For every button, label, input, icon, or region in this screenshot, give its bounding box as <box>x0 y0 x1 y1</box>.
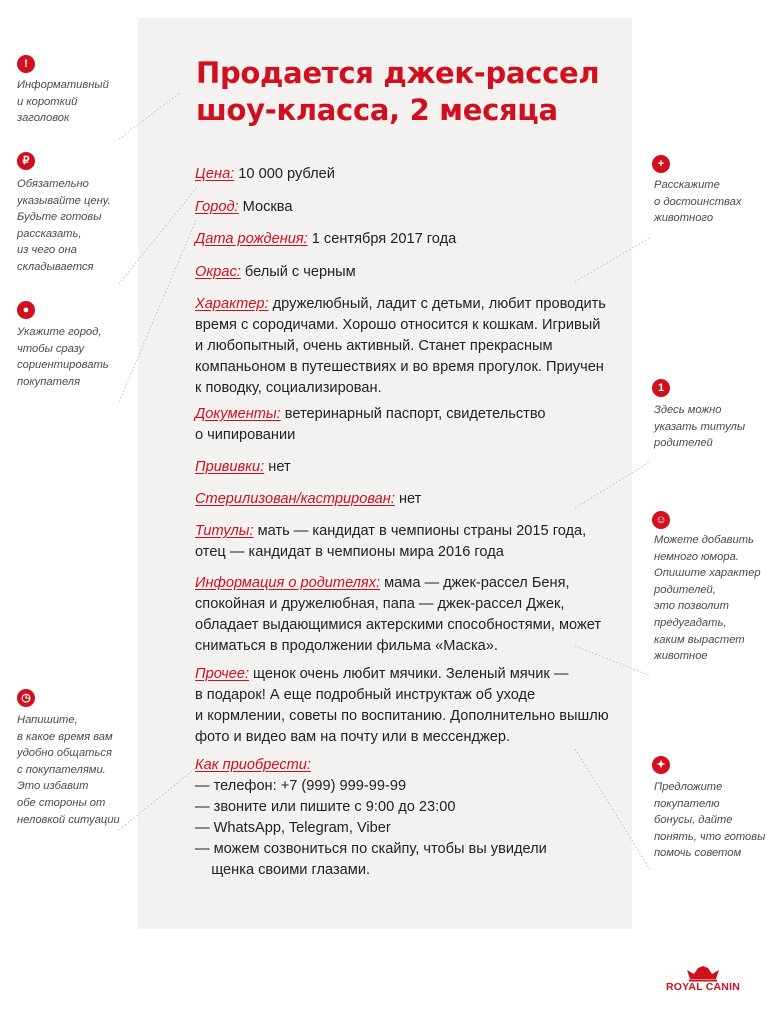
tip-line: каким вырастет <box>654 633 745 646</box>
tip-line: Информативный <box>17 79 109 91</box>
tip-line: покупателю <box>654 797 720 810</box>
connector-city <box>119 218 197 402</box>
connector-contact <box>119 768 196 830</box>
tip-line: родителей <box>654 437 713 450</box>
field-label: Дата рождения: <box>195 231 308 247</box>
tip-line: складывается <box>17 260 94 273</box>
field-value-line: время с сородичами. Хорошо относится к кошкам. Игривый <box>195 317 601 333</box>
tip-line: предугадать, <box>654 616 727 629</box>
tip-contact-time <box>17 712 120 828</box>
tip-line: о достоинствах <box>654 195 742 208</box>
field-value-line: сниматься в продолжении фильма «Маска». <box>195 638 498 654</box>
tip-parent-titles <box>654 402 745 452</box>
medal-icon: 1 <box>652 379 670 397</box>
tip-humor <box>654 532 761 665</box>
tip-line: Предложите <box>654 781 723 793</box>
title-line-1: Продается джек-рассел <box>196 56 600 90</box>
field-label: Документы: <box>195 406 281 422</box>
field-label: Характер: <box>195 296 269 312</box>
tip-line: рассказать, <box>17 227 82 240</box>
tip-line: понять, что готовы <box>654 830 766 843</box>
field-label: Информация о родителях: <box>195 575 381 591</box>
field-label: Прививки: <box>195 459 265 475</box>
ruble-icon: ₽ <box>17 152 35 170</box>
location-pin-icon: ● <box>17 301 35 319</box>
field-value-line: обладает выдающимися актерскими способностями, может <box>195 617 602 633</box>
plus-icon: + <box>652 155 670 173</box>
tip-line: в какое время вам <box>17 730 113 743</box>
field-value-line: — звоните или пишите с 9:00 до 23:00 <box>195 799 456 815</box>
field-label: Как приобрести: <box>195 757 311 773</box>
field-value-line: компаньоном в путешествиях и во время прогулок. Приучен <box>195 359 604 375</box>
field-label: Стерилизован/кастрирован: <box>195 491 395 507</box>
connector-price <box>119 187 197 284</box>
tip-line: сориентировать <box>17 359 109 372</box>
tip-line: чтобы сразу <box>17 342 85 355</box>
field-value-line: и кормлении, советы по воспитанию. Дополнительно вышлю <box>195 708 609 724</box>
tip-line: указать титулы <box>654 420 746 433</box>
tip-line: указывайте цену. <box>17 194 111 207</box>
tip-line: бонусы, дайте <box>654 814 733 827</box>
tip-line: Опишите характер <box>654 567 761 580</box>
tip-line: заголовок <box>17 112 70 125</box>
royal-canin-logo <box>663 966 743 996</box>
tip-line: Расскажите <box>654 179 720 191</box>
tip-line: Будьте готовы <box>17 211 102 224</box>
tip-line: Это избавит <box>17 780 89 793</box>
tip-line: помочь советом <box>654 847 742 860</box>
tip-line: обе стороны от <box>17 796 106 809</box>
field-label: Город: <box>195 199 239 215</box>
field-titles <box>195 521 615 563</box>
field-value: 10 000 рублей <box>234 166 335 182</box>
tip-price <box>17 176 111 276</box>
tip-line: Укажите город, <box>17 326 102 338</box>
tip-city <box>17 324 109 390</box>
field-documents <box>195 404 615 446</box>
field-value: 1 сентября 2017 года <box>307 231 457 247</box>
connector-title <box>119 92 181 139</box>
field-value-line: отец — кандидат в чемпионы мира 2016 года <box>195 544 504 560</box>
title-line-2: шоу-класса, 2 месяца <box>196 93 558 127</box>
field-value: дружелюбный, ладит с детьми, любит проводить <box>268 296 606 312</box>
field-value: мама — джек-рассел Беня, <box>380 575 570 591</box>
tip-line: Можете добавить <box>654 534 754 546</box>
tip-line: удобно общаться <box>17 747 112 760</box>
field-parents <box>195 573 615 657</box>
field-how-to-buy <box>195 755 615 881</box>
field-price <box>195 164 615 185</box>
tip-line: немного юмора. <box>654 550 739 563</box>
field-city <box>195 197 615 218</box>
tip-line: из чего она <box>17 244 77 257</box>
field-value: нет <box>394 491 422 507</box>
field-value-line: к поводку, социализирован. <box>195 380 382 396</box>
crown-icon <box>663 966 743 982</box>
exclamation-icon: ! <box>17 55 35 73</box>
field-value-line: — WhatsApp, Telegram, Viber <box>195 820 391 836</box>
field-other <box>195 664 615 748</box>
tip-line: Обязательно <box>17 178 89 190</box>
tip-line: животное <box>654 650 708 663</box>
lightbulb-icon: ✦ <box>652 756 670 774</box>
tip-title <box>17 77 109 127</box>
field-vaccinations <box>195 457 615 478</box>
field-label: Прочее: <box>195 666 249 682</box>
field-value-line: — можем созвониться по скайпу, чтобы вы увидели <box>195 841 547 857</box>
tip-line: животного <box>654 212 714 225</box>
field-label: Окрас: <box>195 264 241 280</box>
tip-line: Здесь можно <box>654 404 722 416</box>
tip-line: неловкой ситуации <box>17 813 120 826</box>
field-value-line: и любопытный, очень активный. Станет прекрасным <box>195 338 553 354</box>
logo-text: ROYAL CANIN <box>666 981 740 993</box>
field-label: Цена: <box>195 166 235 182</box>
field-value-line: спокойная и дружелюбная, папа — джек-рассел Джек, <box>195 596 565 612</box>
smile-icon: ☺ <box>652 511 670 529</box>
tip-advantages <box>654 177 741 227</box>
field-label: Титулы: <box>195 523 254 539</box>
tip-line: это позволит <box>654 600 729 613</box>
field-value-line: в подарок! А еще подробный инструктаж об уходе <box>195 687 536 703</box>
tip-line: родителей, <box>654 583 716 596</box>
field-value: мать — кандидат в чемпионы страны 2015 года, <box>253 523 587 539</box>
field-birth-date <box>195 229 615 250</box>
tip-bonuses <box>654 779 765 862</box>
field-value-line: щенка своими глазами. <box>195 862 371 878</box>
tip-line: покупателя <box>17 375 81 388</box>
tip-line: и короткий <box>17 95 78 108</box>
field-value: щенок очень любит мячики. Зеленый мячик — <box>249 666 569 682</box>
field-value-line: фото и видео вам на почту или в мессенджер. <box>195 729 511 745</box>
field-temper <box>195 294 615 399</box>
field-value: нет <box>264 459 291 475</box>
field-color <box>195 262 615 283</box>
field-value-line: — телефон: +7 (999) 999-99-99 <box>195 778 407 794</box>
field-value: ветеринарный паспорт, свидетельство <box>280 406 546 422</box>
field-sterilized <box>195 489 615 510</box>
tip-line: Напишите, <box>17 714 78 726</box>
field-value-line: о чипировании <box>195 427 296 443</box>
tip-line: с покупателями. <box>17 763 106 776</box>
listing-title <box>196 55 616 129</box>
field-value: Москва <box>238 199 293 215</box>
field-value: белый с черным <box>240 264 356 280</box>
clock-icon: ◷ <box>17 689 35 707</box>
